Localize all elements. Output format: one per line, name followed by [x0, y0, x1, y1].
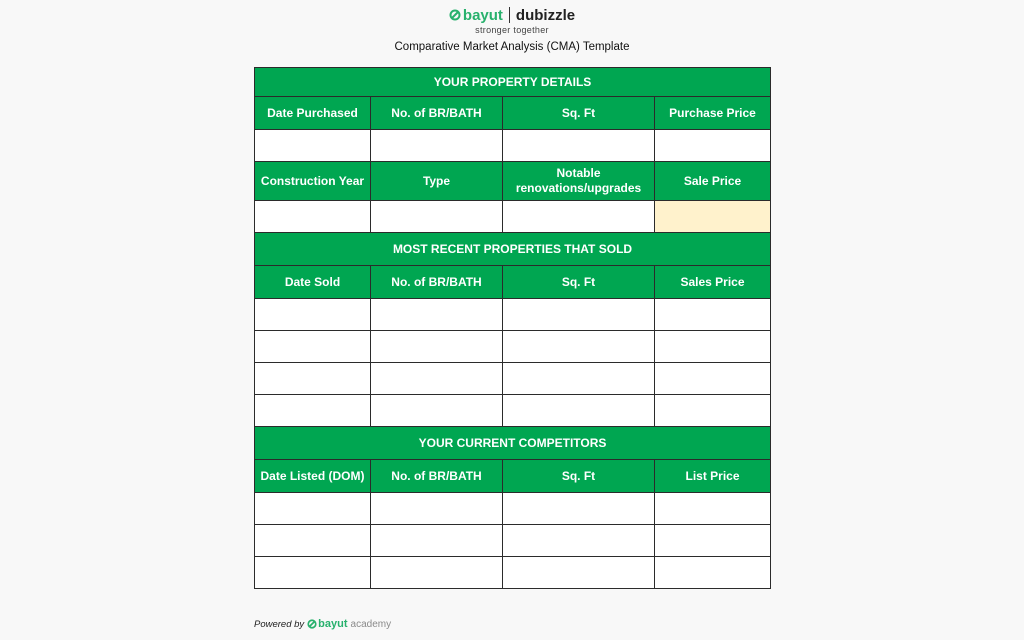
table-cell[interactable] [655, 493, 771, 525]
footer-bayut-logo [307, 618, 347, 630]
table-cell[interactable] [255, 331, 371, 363]
col-sale-price: Sale Price [655, 162, 771, 201]
col-br-bath: No. of BR/BATH [371, 460, 503, 493]
tagline: stronger together [475, 25, 549, 35]
table-cell[interactable] [255, 525, 371, 557]
col-br-bath: No. of BR/BATH [371, 266, 503, 299]
table-cell[interactable] [371, 363, 503, 395]
table-cell[interactable] [503, 130, 655, 162]
table-cell[interactable] [655, 363, 771, 395]
col-construction-year: Construction Year [255, 162, 371, 201]
col-date-listed: Date Listed (DOM) [255, 460, 371, 493]
table-cell[interactable] [503, 363, 655, 395]
col-br-bath: No. of BR/BATH [371, 97, 503, 130]
bayut-leaf-icon [449, 9, 461, 21]
table-cell[interactable] [503, 201, 655, 233]
header [0, 4, 1024, 53]
col-sqft: Sq. Ft [503, 97, 655, 130]
bayut-logo [449, 7, 503, 24]
section-title-sold: MOST RECENT PROPERTIES THAT SOLD [255, 233, 771, 266]
table-cell[interactable] [371, 557, 503, 589]
table-row [255, 299, 771, 331]
table-cell[interactable] [255, 130, 371, 162]
table-cell[interactable] [371, 525, 503, 557]
col-type: Type [371, 162, 503, 201]
table-cell[interactable] [255, 493, 371, 525]
table-cell[interactable] [255, 299, 371, 331]
table-cell[interactable] [255, 395, 371, 427]
table-row [255, 201, 771, 233]
table-row [255, 331, 771, 363]
col-sqft: Sq. Ft [503, 266, 655, 299]
table-cell[interactable] [371, 493, 503, 525]
bayut-wordmark: bayut [462, 6, 503, 24]
cma-table [254, 67, 771, 589]
dubizzle-wordmark: dubizzle [515, 6, 576, 24]
logo-divider [509, 7, 510, 23]
col-sales-price: Sales Price [655, 266, 771, 299]
table-cell[interactable] [655, 130, 771, 162]
table-cell[interactable] [503, 525, 655, 557]
section-title-competitors: YOUR CURRENT COMPETITORS [255, 427, 771, 460]
table-cell[interactable] [255, 557, 371, 589]
table-cell[interactable] [655, 525, 771, 557]
table-cell[interactable] [503, 331, 655, 363]
table-cell[interactable] [655, 557, 771, 589]
table-row [255, 363, 771, 395]
table-cell[interactable] [371, 201, 503, 233]
table-cell[interactable] [655, 395, 771, 427]
table-cell[interactable] [655, 331, 771, 363]
table-cell[interactable] [655, 299, 771, 331]
table-row [255, 525, 771, 557]
col-renovations: Notable renovations/upgrades [503, 162, 655, 201]
bayut-leaf-icon [307, 619, 317, 629]
table-cell[interactable] [371, 395, 503, 427]
footer [254, 618, 391, 630]
col-sqft: Sq. Ft [503, 460, 655, 493]
col-purchase-price: Purchase Price [655, 97, 771, 130]
col-date-sold: Date Sold [255, 266, 371, 299]
table-row [255, 493, 771, 525]
document-title: Comparative Market Analysis (CMA) Template [394, 41, 630, 53]
footer-bayut-wordmark: bayut [318, 618, 348, 630]
sale-price-cell[interactable] [655, 201, 771, 233]
table-row [255, 557, 771, 589]
col-date-purchased: Date Purchased [255, 97, 371, 130]
col-list-price: List Price [655, 460, 771, 493]
powered-by-label: Powered by [254, 618, 305, 630]
table-cell[interactable] [503, 395, 655, 427]
section-title-property: YOUR PROPERTY DETAILS [255, 68, 771, 97]
table-cell[interactable] [503, 557, 655, 589]
table-cell[interactable] [371, 130, 503, 162]
table-cell[interactable] [371, 299, 503, 331]
table-row [255, 395, 771, 427]
table-cell[interactable] [255, 201, 371, 233]
brand-logos [0, 4, 1024, 26]
table-cell[interactable] [503, 299, 655, 331]
table-cell[interactable] [255, 363, 371, 395]
footer-academy-label: academy [350, 618, 392, 630]
table-row [255, 130, 771, 162]
table-cell[interactable] [371, 331, 503, 363]
table-cell[interactable] [503, 493, 655, 525]
